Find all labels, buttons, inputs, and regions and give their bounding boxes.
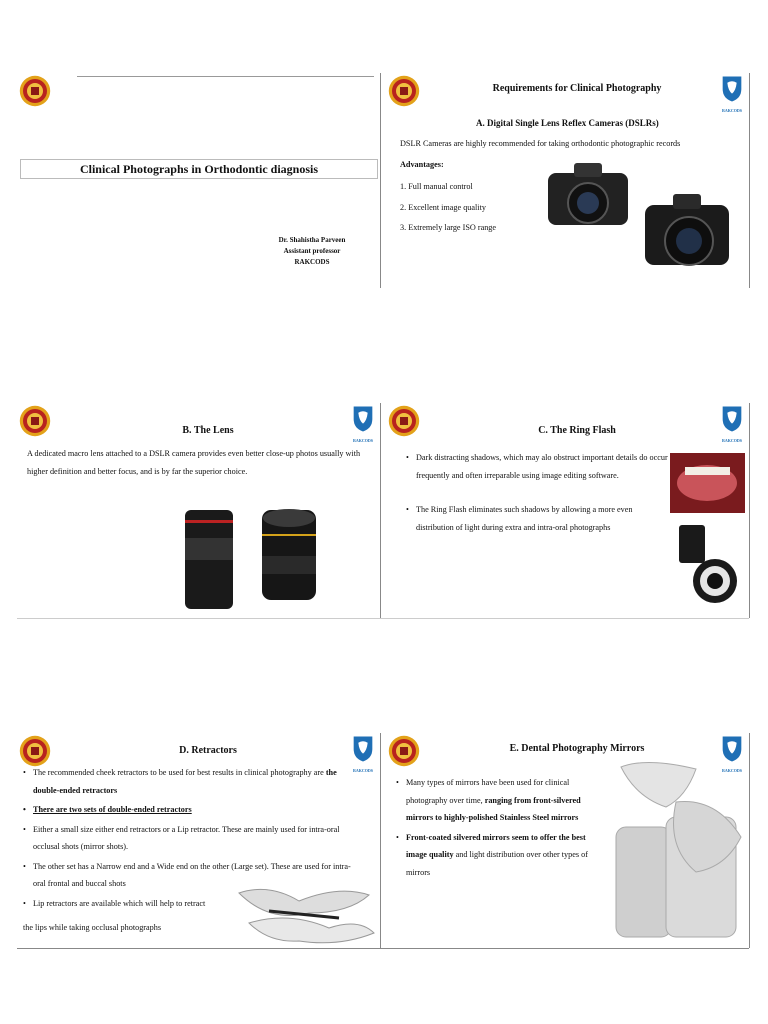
list-item: • There are two sets of double-ended retractors	[23, 801, 363, 819]
bullet-list	[406, 449, 668, 536]
dslr-camera-image	[544, 161, 632, 231]
slide-1	[17, 73, 379, 288]
body-text: A dedicated macro lens attached to a DSLR camera provides even better close-up photos usually with higher definition and better focus, and is by far the superior choice.	[27, 449, 361, 476]
list-item: • Front-coated silvered mirrors seem to offer the best image quality and light distribution over other types of mirrors	[396, 829, 606, 882]
dental-mirrors-image	[606, 757, 746, 942]
slide-title: E. Dental Photography Mirrors	[509, 743, 645, 754]
ring-flash-image	[669, 523, 747, 605]
author-name: Dr. Shahistha Parveen	[278, 236, 346, 244]
author-block	[247, 235, 377, 268]
slide-6	[386, 733, 748, 948]
continuation-text: the lips while taking occlusal photographs	[23, 923, 162, 932]
slide-2	[386, 73, 748, 288]
list-item: • Many types of mirrors have been used for clinical photography over time, ranging from front-silvered mirrors to highly-polished Stainless Steel mirrors	[396, 774, 606, 827]
slide-title: B. The Lens	[182, 425, 234, 436]
college-seal-logo	[388, 75, 420, 107]
slide-title: C. The Ring Flash	[538, 425, 616, 436]
slide-title: Requirements for Clinical Photography	[492, 83, 662, 94]
advantages-list	[400, 177, 496, 239]
college-seal-logo	[19, 405, 51, 437]
list-item: • The other set has a Narrow end and a Wide end on the other (Large set). These are used for intra-oral frontal and buccal shots	[23, 858, 363, 893]
advantages-label: Advantages:	[400, 160, 444, 169]
list-item: 2. Excellent image quality	[400, 202, 486, 212]
rakcods-shield-logo: RAKCODS	[349, 405, 377, 439]
intro-text: DSLR Cameras are highly recommended for taking orthodontic photographic records	[400, 139, 681, 148]
rakcods-shield-logo: RAKCODS	[349, 735, 377, 769]
list-item: • The Ring Flash eliminates such shadows by allowing a more even distribution of light during extra and intra-oral photographs	[406, 501, 668, 536]
slide-subtitle: A. Digital Single Lens Reflex Cameras (DSLRs)	[476, 118, 659, 128]
dslr-camera-image	[641, 191, 733, 276]
macro-lens-image	[181, 508, 237, 611]
slide-5	[17, 733, 379, 948]
bullet-list	[396, 774, 606, 881]
college-seal-logo	[19, 75, 51, 107]
list-item: • Either a small size either end retractors or a Lip retractor. These are mainly used for intra-oral occlusal shots (mirror shots).	[23, 821, 363, 856]
list-item: 3. Extremely large ISO range	[400, 223, 497, 232]
list-item: • The recommended cheek retractors to be used for best results in clinical photography are the double-ended retractors	[23, 764, 363, 799]
slide-title-box	[20, 159, 378, 179]
college-seal-logo	[388, 735, 420, 767]
rakcods-shield-logo: RAKCODS	[718, 75, 746, 109]
teeth-photo-image	[670, 453, 745, 513]
list-item: • Lip retractors are available which will help to retract	[23, 895, 363, 913]
college-seal-logo	[19, 735, 51, 767]
author-org: RAKCODS	[294, 258, 330, 266]
page-title: Clinical Photographs in Orthodontic diagnosis	[79, 162, 319, 176]
slide-4	[386, 403, 748, 618]
list-item: • Dark distracting shadows, which may alo obstruct important details do occur frequently and often irreparable using image editing software.	[406, 449, 668, 484]
college-seal-logo	[388, 405, 420, 437]
author-role: Assistant professor	[283, 247, 341, 255]
slide-title: D. Retractors	[179, 745, 237, 756]
rakcods-shield-logo: RAKCODS	[718, 405, 746, 439]
macro-lens-image	[259, 506, 319, 604]
list-item: 1. Full manual control	[400, 182, 473, 191]
slide-3	[17, 403, 379, 618]
rakcods-shield-logo: RAKCODS	[718, 735, 746, 769]
bullet-list	[23, 764, 363, 912]
